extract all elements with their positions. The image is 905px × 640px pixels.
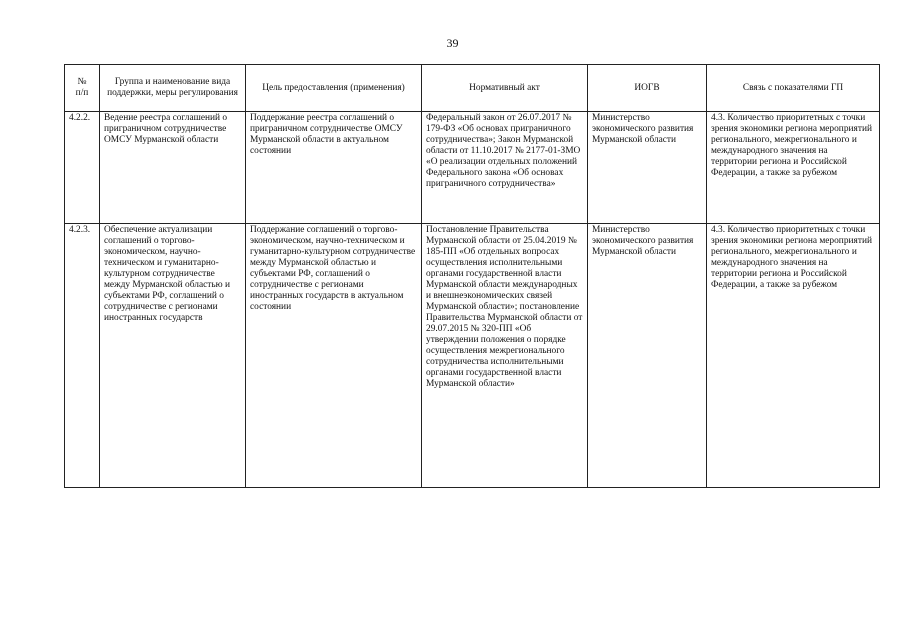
row-goal: Поддержание соглашений о торгово-экономическом, научно-техническом и гуманитарно-культурном сотрудничестве между Мурманской областью и субъектами РФ, соглашений о сотрудничестве с регионами иностранных государств в актуальном состоянии [246, 224, 422, 488]
row-iogv: Министерство экономического развития Мурманской области [588, 224, 707, 488]
row-number: 4.2.2. [65, 112, 100, 224]
table-header-row [65, 65, 880, 112]
row-act: Постановление Правительства Мурманской области от 25.04.2019 № 185-ПП «Об отдельных вопросах осуществления исполнительными органами государственной власти Мурманской области международных и внешнеэкономических связей Мурманской области»; постановление Правительства Мурманской области от 29.07.2015 № 320-ПП «Об утверждении положения о порядке осуществления межрегионального сотрудничества исполнительными органами государственной власти Мурманской области» [422, 224, 588, 488]
row-group: Обеспечение актуализации соглашений о торгово-экономическом, научно-техническом и гуманитарно-культурном сотрудничестве между Мурманской областью и субъектами РФ, соглашений о сотрудничестве с регионами иностранных государств [100, 224, 246, 488]
row-link: 4.3. Количество приоритетных с точки зрения экономики регионa мероприятий регионального, межрегионального и международного значения на территории региона и Российской Федерации, а также за рубежом [707, 112, 880, 224]
header-goal: Цель предоставления (применения) [246, 65, 422, 112]
page-number: 39 [446, 36, 459, 50]
header-group: Группа и наименование вида поддержки, меры регулирования [100, 65, 246, 112]
table-row [65, 224, 880, 488]
row-act: Федеральный закон от 26.07.2017 № 179-ФЗ «Об основах приграничного сотрудничества»; Закон Мурманской области от 11.10.2017 № 2177-01-ЗМО «О реализации отдельных положений Федерального закона «Об основах приграничного сотрудничества» [422, 112, 588, 224]
row-link: 4.3. Количество приоритетных с точки зрения экономики региона мероприятий регионального, межрегионального и международного значения на территории региона и Российской Федерации, а также за рубежом [707, 224, 880, 488]
header-link: Связь с показателями ГП [707, 65, 880, 112]
table-row [65, 112, 880, 224]
row-group: Ведение реестра соглашений о приграничном сотрудничестве ОМСУ Мурманской области [100, 112, 246, 224]
row-iogv: Министерство экономического развития Мурманской области [588, 112, 707, 224]
header-iogv: ИОГВ [588, 65, 707, 112]
row-number: 4.2.3. [65, 224, 100, 488]
row-goal: Поддержание реестра соглашений о приграничном сотрудничестве ОМСУ Мурманской области в актуальном состоянии [246, 112, 422, 224]
header-number: № п/п [65, 65, 100, 112]
header-act: Нормативный акт [422, 65, 588, 112]
support-measures-table [64, 64, 880, 488]
